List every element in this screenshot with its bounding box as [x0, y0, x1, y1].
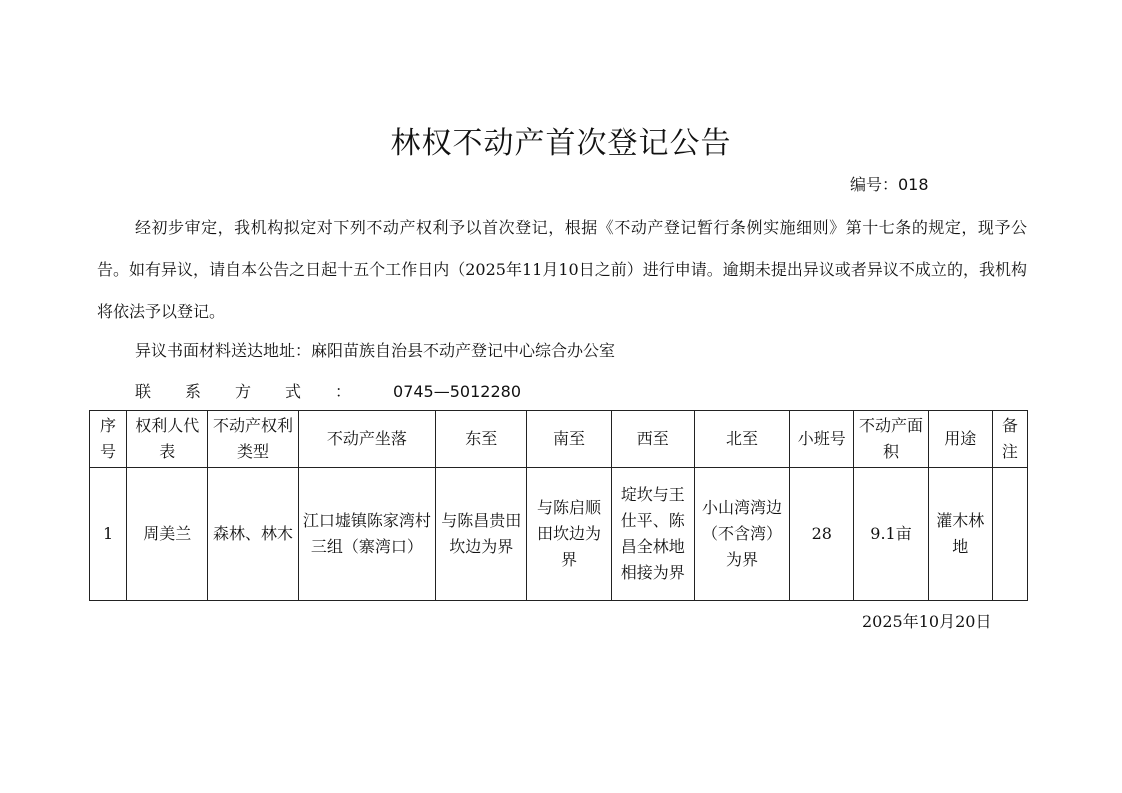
cell-north: 小山湾湾边（不含湾）为界: [694, 468, 789, 601]
header-area: 不动产面积: [854, 411, 928, 468]
contact-line: [135, 379, 521, 402]
cell-seq: 1: [90, 468, 127, 601]
table-row: [90, 468, 1028, 601]
contact-label: 联系方式：: [135, 382, 386, 401]
header-right-type: 不动产权利类型: [208, 411, 298, 468]
cell-holder: 周美兰: [127, 468, 208, 601]
table-header-row: [90, 411, 1028, 468]
cell-remarks: [992, 468, 1027, 601]
cell-south: 与陈启顺田坎边为界: [527, 468, 611, 601]
objection-address: 异议书面材料送达地址：麻阳苗族自治县不动产登记中心综合办公室: [135, 341, 616, 360]
cell-right-type: 森林、林木: [208, 468, 298, 601]
header-holder: 权利人代表: [127, 411, 208, 468]
header-seq: 序号: [90, 411, 127, 468]
header-south: 南至: [527, 411, 611, 468]
notice-date: 2025年10月20日: [862, 612, 992, 631]
header-north: 北至: [694, 411, 789, 468]
cell-usage: 灌木林地: [928, 468, 992, 601]
cell-east: 与陈昌贵田坎边为界: [436, 468, 527, 601]
header-west: 西至: [611, 411, 694, 468]
document-number: 编号：018: [850, 175, 929, 194]
cell-subcompartment: 28: [790, 468, 854, 601]
contact-phone: 0745—5012280: [393, 382, 521, 401]
cell-location: 江口墟镇陈家湾村三组（寨湾口）: [298, 468, 435, 601]
header-remarks: 备注: [992, 411, 1027, 468]
registration-table: [89, 410, 1028, 601]
notice-body-paragraph: 经初步审定，我机构拟定对下列不动产权利予以首次登记，根据《不动产登记暂行条例实施细则》第十七条的规定，现予公告。如有异议，请自本公告之日起十五个工作日内（2025年11月10日之前）进行申请。逾期未提出异议或者异议不成立的，我机构将依法予以登记。: [97, 218, 1027, 321]
cell-area: 9.1亩: [854, 468, 928, 601]
header-usage: 用途: [928, 411, 992, 468]
notice-title: 林权不动产首次登记公告: [390, 126, 732, 161]
cell-west: 埞坎与王仕平、陈昌全林地相接为界: [611, 468, 694, 601]
header-subcompartment: 小班号: [790, 411, 854, 468]
header-location: 不动产坐落: [298, 411, 435, 468]
header-east: 东至: [436, 411, 527, 468]
